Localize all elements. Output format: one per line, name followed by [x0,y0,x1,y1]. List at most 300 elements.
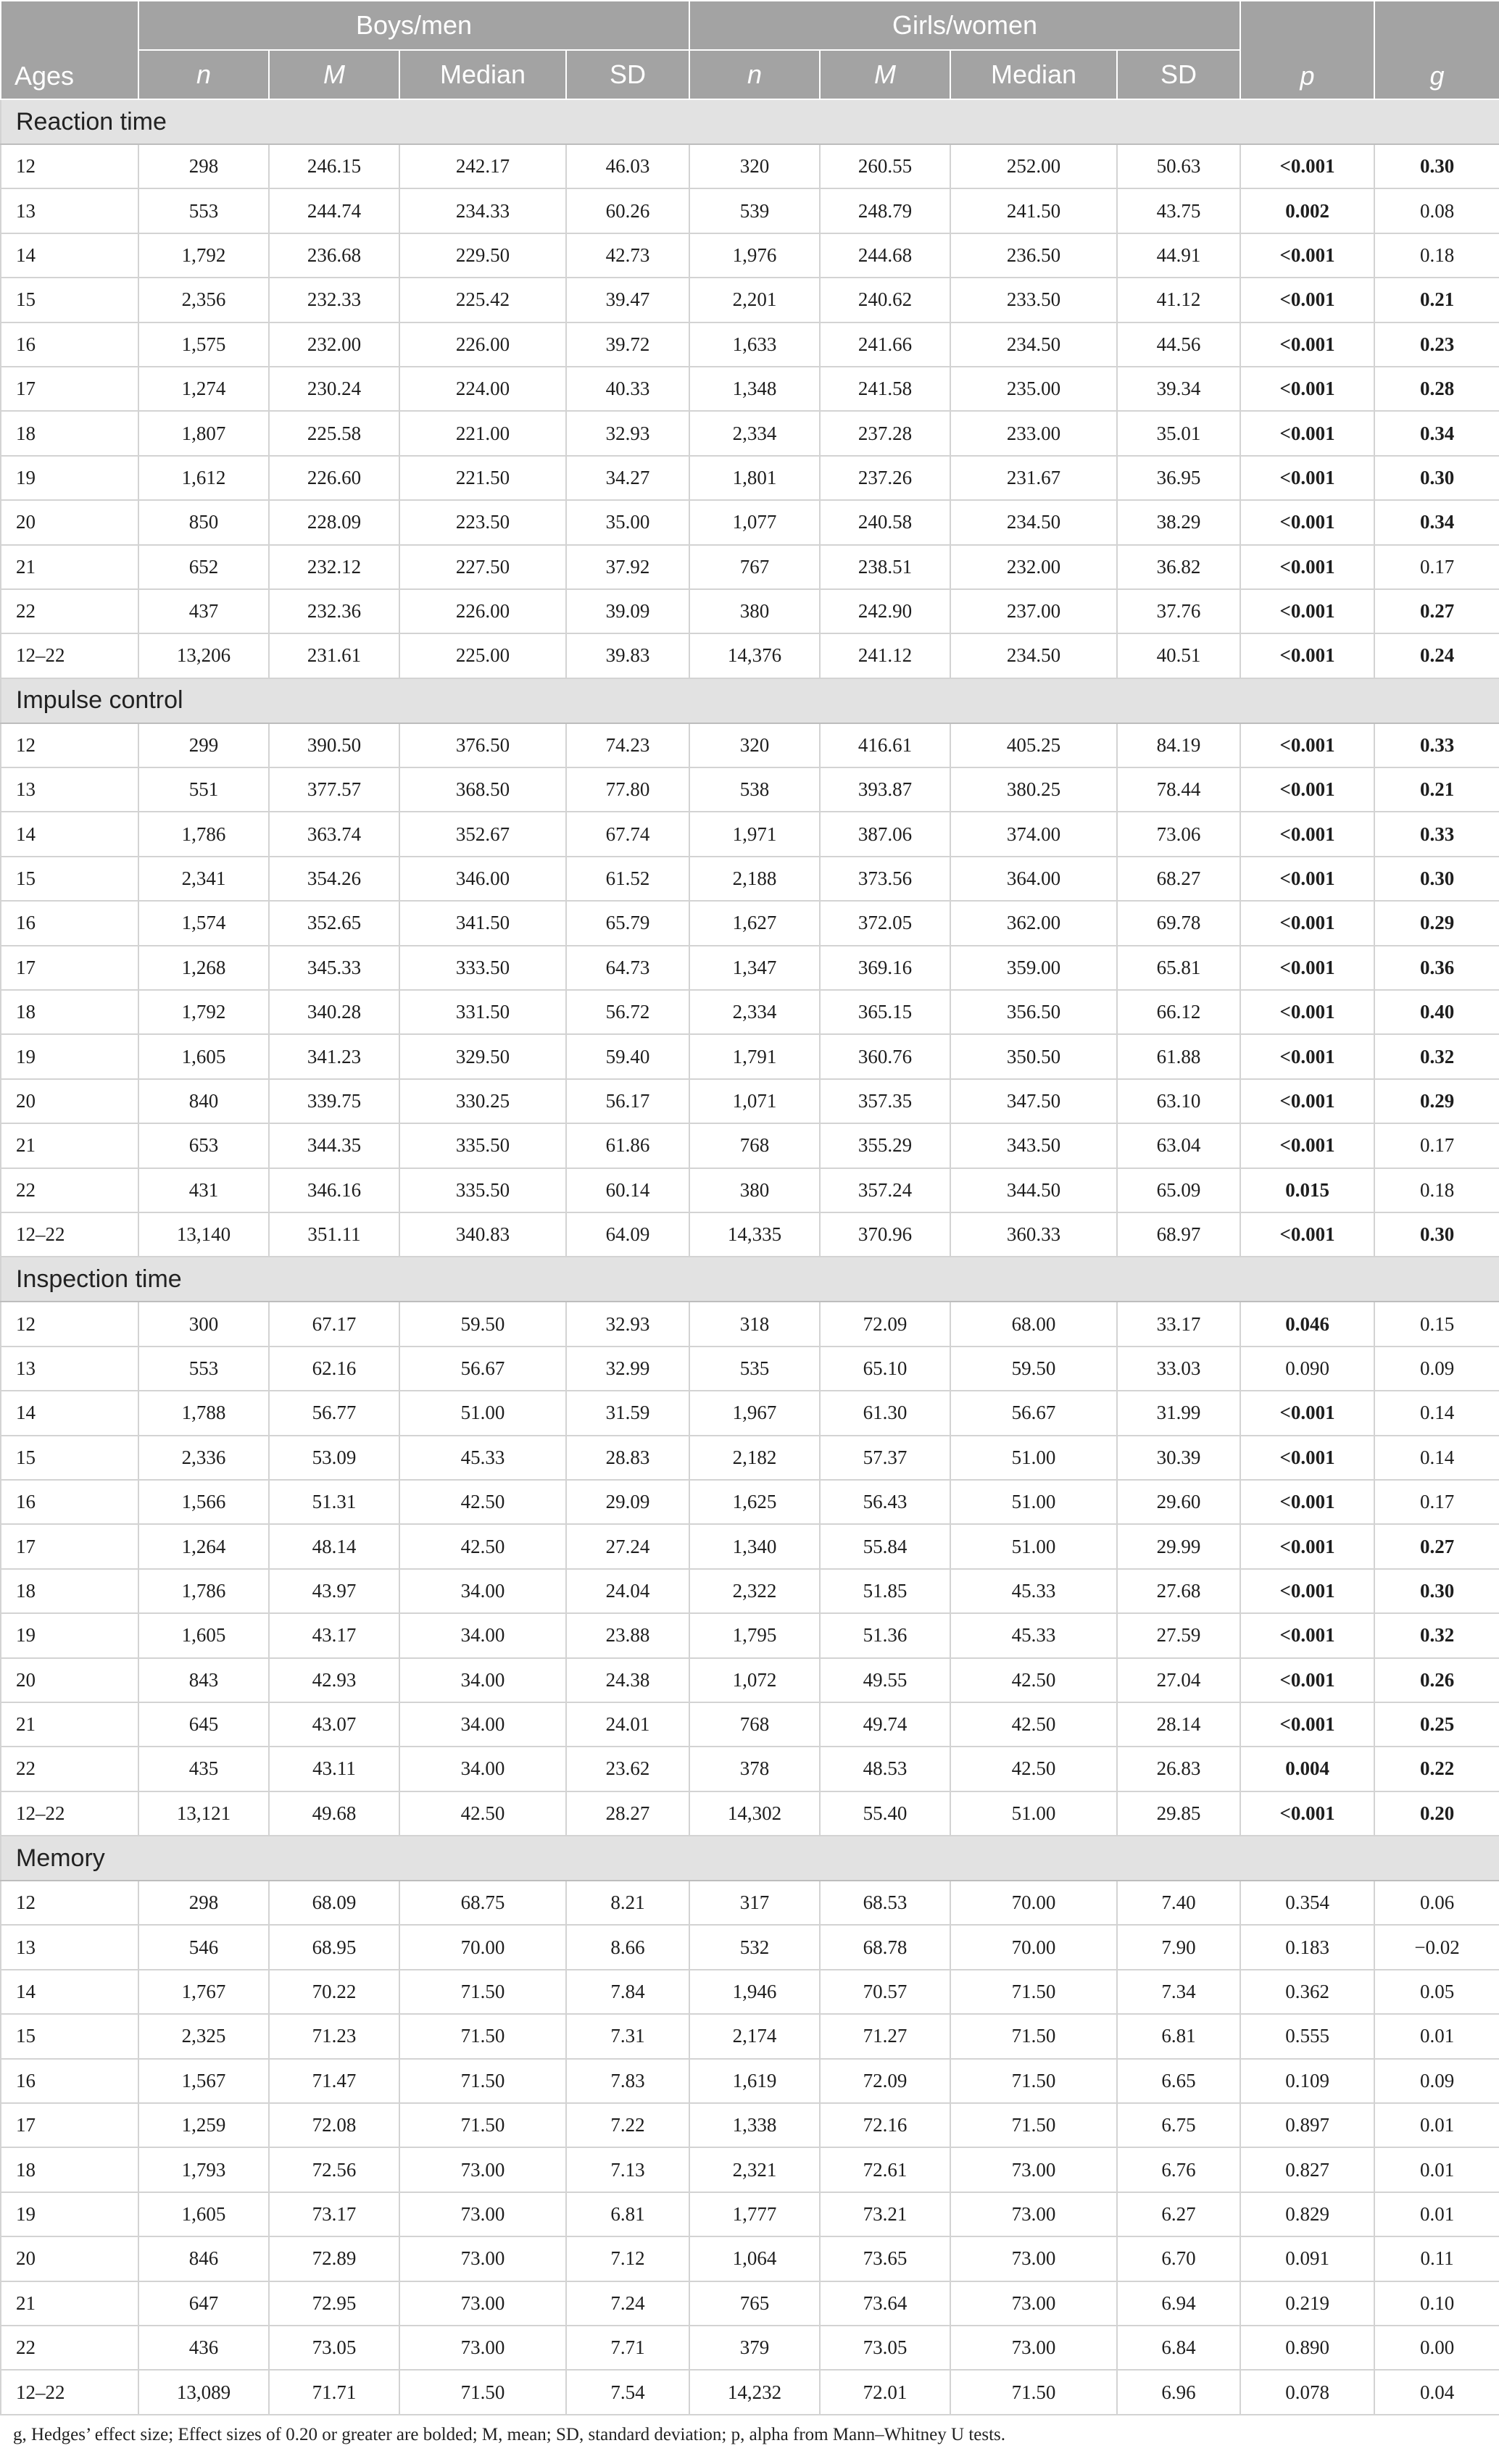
boys-mean-cell: 72.89 [269,2236,399,2281]
effect-size-cell: 0.04 [1374,2370,1499,2414]
p-value-cell: 0.078 [1240,2370,1374,2414]
girls-median-cell: 45.33 [950,1569,1117,1613]
boys-n-cell: 553 [138,1347,269,1391]
p-value-cell: <0.001 [1240,144,1374,188]
girls-sd-cell: 66.12 [1117,990,1240,1034]
age-cell: 17 [1,367,138,411]
girls-n-cell: 768 [689,1702,820,1747]
girls-n-cell: 320 [689,144,820,188]
girls-sd-cell: 28.14 [1117,1702,1240,1747]
girls-mean-cell: 242.90 [820,589,950,633]
boys-sd-cell: 60.26 [566,188,689,233]
age-cell: 14 [1,233,138,278]
table-row [1,1613,1499,1657]
age-cell: 18 [1,411,138,455]
girls-sd-cell: 68.27 [1117,857,1240,901]
girls-median-cell: 45.33 [950,1613,1117,1657]
age-cell: 19 [1,2192,138,2236]
age-cell: 19 [1,456,138,500]
effect-size-cell: 0.14 [1374,1436,1499,1480]
table-body [1,99,1499,2415]
age-cell: 22 [1,589,138,633]
girls-mean-cell: 240.62 [820,278,950,322]
girls-mean-cell: 357.24 [820,1168,950,1212]
boys-mean-cell: 72.95 [269,2281,399,2326]
girls-median-cell: 359.00 [950,946,1117,990]
effect-size-cell: 0.32 [1374,1034,1499,1078]
girls-mean-cell: 387.06 [820,812,950,856]
table-row [1,411,1499,455]
table-row [1,456,1499,500]
boys-sd-cell: 6.81 [566,2192,689,2236]
boys-sd-header: SD [566,50,689,99]
age-cell: 21 [1,1702,138,1747]
girls-median-cell: 344.50 [950,1168,1117,1212]
girls-n-cell: 767 [689,545,820,589]
effect-size-cell: 0.28 [1374,367,1499,411]
girls-n-cell: 1,967 [689,1391,820,1435]
girls-sd-cell: 41.12 [1117,278,1240,322]
boys-sd-cell: 32.99 [566,1347,689,1391]
age-cell: 21 [1,2281,138,2326]
section-title: Reaction time [1,99,1499,144]
girls-mean-cell: 237.28 [820,411,950,455]
boys-sd-cell: 37.92 [566,545,689,589]
boys-n-cell: 1,786 [138,812,269,856]
p-value-cell: 0.897 [1240,2103,1374,2147]
boys-sd-cell: 24.38 [566,1658,689,1702]
boys-sd-cell: 59.40 [566,1034,689,1078]
boys-median-cell: 226.00 [399,322,566,367]
p-value-cell: <0.001 [1240,1524,1374,1568]
girls-median-cell: 51.00 [950,1791,1117,1836]
girls-mean-cell: 68.53 [820,1881,950,1925]
effect-size-cell: 0.05 [1374,1970,1499,2014]
effect-size-cell: 0.26 [1374,1658,1499,1702]
girls-median-cell: 234.50 [950,322,1117,367]
table-row [1,1079,1499,1123]
boys-mean-cell: 48.14 [269,1524,399,1568]
age-cell: 18 [1,990,138,1034]
girls-n-cell: 1,633 [689,322,820,367]
boys-mean-cell: 43.97 [269,1569,399,1613]
girls-n-cell: 318 [689,1302,820,1346]
girls-sd-cell: 6.65 [1117,2059,1240,2103]
boys-median-cell: 225.42 [399,278,566,322]
effect-size-cell: 0.09 [1374,2059,1499,2103]
boys-sd-cell: 64.73 [566,946,689,990]
girls-sd-cell: 37.76 [1117,589,1240,633]
boys-mean-cell: 230.24 [269,367,399,411]
boys-n-cell: 653 [138,1123,269,1168]
girls-mean-cell: 49.55 [820,1658,950,1702]
effect-size-cell: 0.01 [1374,2147,1499,2192]
girls-median-cell: 231.67 [950,456,1117,500]
boys-mean-cell: 43.17 [269,1613,399,1657]
table-row [1,144,1499,188]
girls-median-cell: 235.00 [950,367,1117,411]
girls-mean-cell: 72.01 [820,2370,950,2414]
table-row [1,1970,1499,2014]
girls-sd-cell: 27.68 [1117,1569,1240,1613]
boys-n-cell: 1,767 [138,1970,269,2014]
age-cell: 16 [1,901,138,945]
girls-n-cell: 2,322 [689,1569,820,1613]
boys-sd-cell: 61.86 [566,1123,689,1168]
boys-mean-cell: 390.50 [269,723,399,767]
boys-sd-cell: 34.27 [566,456,689,500]
effect-size-cell: 0.06 [1374,1881,1499,1925]
girls-sd-cell: 27.59 [1117,1613,1240,1657]
p-value-cell: <0.001 [1240,1123,1374,1168]
girls-median-cell: 343.50 [950,1123,1117,1168]
boys-sd-cell: 29.09 [566,1480,689,1524]
boys-mean-cell: 232.00 [269,322,399,367]
girls-n-cell: 1,971 [689,812,820,856]
boys-sd-cell: 39.83 [566,633,689,678]
girls-n-cell: 2,334 [689,411,820,455]
effect-size-cell: 0.09 [1374,1347,1499,1391]
boys-median-cell: 224.00 [399,367,566,411]
girls-sd-cell: 69.78 [1117,901,1240,945]
girls-median-cell: 70.00 [950,1925,1117,1969]
effect-size-cell: 0.27 [1374,589,1499,633]
girls-n-cell: 2,334 [689,990,820,1034]
girls-n-cell: 1,340 [689,1524,820,1568]
table-row [1,1123,1499,1168]
effect-size-cell: 0.20 [1374,1791,1499,1836]
boys-mean-cell: 51.31 [269,1480,399,1524]
boys-mean-cell: 67.17 [269,1302,399,1346]
age-cell: 20 [1,2236,138,2281]
age-cell: 20 [1,500,138,544]
table-row [1,1347,1499,1391]
boys-median-cell: 331.50 [399,990,566,1034]
boys-n-cell: 840 [138,1079,269,1123]
table-row [1,1524,1499,1568]
age-cell: 13 [1,1347,138,1391]
boys-median-cell: 340.83 [399,1212,566,1257]
boys-mean-cell: 71.23 [269,2014,399,2058]
boys-mean-cell: 363.74 [269,812,399,856]
boys-men-group-header: Boys/men [138,1,689,50]
boys-n-cell: 2,341 [138,857,269,901]
girls-mean-cell: 360.76 [820,1034,950,1078]
age-cell: 19 [1,1613,138,1657]
boys-mean-cell: 43.07 [269,1702,399,1747]
boys-sd-cell: 56.17 [566,1079,689,1123]
girls-mean-cell: 61.30 [820,1391,950,1435]
girls-median-cell: 51.00 [950,1480,1117,1524]
boys-n-cell: 2,325 [138,2014,269,2058]
boys-median-cell: 221.00 [399,411,566,455]
boys-n-cell: 1,259 [138,2103,269,2147]
table-row [1,2326,1499,2370]
boys-sd-cell: 7.83 [566,2059,689,2103]
girls-sd-cell: 6.75 [1117,2103,1240,2147]
table-row [1,2103,1499,2147]
table-row [1,188,1499,233]
section-title: Inspection time [1,1257,1499,1302]
boys-sd-cell: 8.66 [566,1925,689,1969]
girls-n-cell: 14,335 [689,1212,820,1257]
girls-mean-cell: 240.58 [820,500,950,544]
effect-size-cell: 0.30 [1374,1569,1499,1613]
table-row [1,857,1499,901]
table-row [1,990,1499,1034]
p-value-cell: 0.109 [1240,2059,1374,2103]
boys-median-cell: 368.50 [399,767,566,812]
boys-n-cell: 298 [138,1881,269,1925]
girls-sd-cell: 35.01 [1117,411,1240,455]
girls-mean-cell: 369.16 [820,946,950,990]
table-row [1,278,1499,322]
girls-sd-cell: 78.44 [1117,767,1240,812]
boys-n-cell: 1,567 [138,2059,269,2103]
boys-mean-cell: 68.95 [269,1925,399,1969]
boys-mean-cell: 49.68 [269,1791,399,1836]
p-value-cell: <0.001 [1240,1436,1374,1480]
girls-median-cell: 73.00 [950,2147,1117,2192]
boys-mean-cell: 43.11 [269,1747,399,1791]
girls-median-cell: 51.00 [950,1524,1117,1568]
girls-median-cell: 73.00 [950,2192,1117,2236]
girls-median-cell: 234.50 [950,500,1117,544]
p-value-cell: 0.827 [1240,2147,1374,2192]
effect-size-cell: 0.25 [1374,1702,1499,1747]
boys-mean-cell: 228.09 [269,500,399,544]
girls-mean-cell: 355.29 [820,1123,950,1168]
boys-mean-cell: 226.60 [269,456,399,500]
boys-mean-cell: 232.36 [269,589,399,633]
boys-median-cell: 225.00 [399,633,566,678]
girls-mean-cell: 73.21 [820,2192,950,2236]
girls-n-cell: 1,625 [689,1480,820,1524]
boys-sd-cell: 7.12 [566,2236,689,2281]
age-cell: 22 [1,1747,138,1791]
age-cell: 12–22 [1,1212,138,1257]
boys-n-cell: 13,206 [138,633,269,678]
girls-mean-cell: 248.79 [820,188,950,233]
boys-sd-cell: 42.73 [566,233,689,278]
age-cell: 12 [1,723,138,767]
girls-n-cell: 1,946 [689,1970,820,2014]
boys-median-cell: 34.00 [399,1613,566,1657]
girls-mean-cell: 72.61 [820,2147,950,2192]
girls-n-cell: 1,976 [689,233,820,278]
girls-median-cell: 51.00 [950,1436,1117,1480]
boys-n-cell: 299 [138,723,269,767]
table-row [1,2059,1499,2103]
age-cell: 12–22 [1,2370,138,2414]
girls-mean-cell: 241.12 [820,633,950,678]
age-cell: 12–22 [1,633,138,678]
boys-mean-cell: 352.65 [269,901,399,945]
boys-median-header: Median [399,50,566,99]
girls-sd-cell: 6.76 [1117,2147,1240,2192]
p-value-cell: <0.001 [1240,278,1374,322]
section-header-row [1,99,1499,144]
table-row [1,2147,1499,2192]
boys-sd-cell: 65.79 [566,901,689,945]
girls-mean-cell: 70.57 [820,1970,950,2014]
table-row [1,723,1499,767]
girls-median-cell: 42.50 [950,1747,1117,1791]
section-header-row [1,678,1499,723]
boys-median-cell: 242.17 [399,144,566,188]
girls-mean-cell: 71.27 [820,2014,950,2058]
table-row [1,633,1499,678]
boys-mean-header: M [269,50,399,99]
boys-median-cell: 56.67 [399,1347,566,1391]
boys-sd-cell: 40.33 [566,367,689,411]
effect-size-cell: 0.08 [1374,188,1499,233]
boys-median-cell: 229.50 [399,233,566,278]
girls-median-cell: 241.50 [950,188,1117,233]
p-value-cell: <0.001 [1240,946,1374,990]
boys-median-cell: 352.67 [399,812,566,856]
p-value-cell: <0.001 [1240,589,1374,633]
age-cell: 14 [1,1391,138,1435]
effect-size-cell: 0.30 [1374,144,1499,188]
boys-mean-cell: 246.15 [269,144,399,188]
p-value-cell: 0.090 [1240,1347,1374,1391]
boys-mean-cell: 346.16 [269,1168,399,1212]
girls-mean-cell: 373.56 [820,857,950,901]
effect-size-cell: 0.11 [1374,2236,1499,2281]
girls-median-cell: 237.00 [950,589,1117,633]
boys-n-cell: 1,612 [138,456,269,500]
age-cell: 22 [1,2326,138,2370]
girls-sd-cell: 36.95 [1117,456,1240,500]
boys-sd-cell: 7.13 [566,2147,689,2192]
age-cell: 15 [1,1436,138,1480]
boys-median-cell: 70.00 [399,1925,566,1969]
girls-n-cell: 535 [689,1347,820,1391]
boys-sd-cell: 8.21 [566,1881,689,1925]
girls-median-cell: 73.00 [950,2326,1117,2370]
age-cell: 16 [1,2059,138,2103]
section-title: Impulse control [1,678,1499,723]
table-row [1,1747,1499,1791]
girls-sd-cell: 68.97 [1117,1212,1240,1257]
girls-n-cell: 765 [689,2281,820,2326]
p-value-cell: <0.001 [1240,233,1374,278]
girls-n-cell: 317 [689,1881,820,1925]
boys-n-cell: 850 [138,500,269,544]
boys-mean-cell: 72.56 [269,2147,399,2192]
table-row [1,322,1499,367]
table-row [1,2281,1499,2326]
boys-n-cell: 2,336 [138,1436,269,1480]
boys-sd-cell: 7.31 [566,2014,689,2058]
girls-mean-cell: 72.09 [820,2059,950,2103]
girls-sd-cell: 7.40 [1117,1881,1240,1925]
girls-n-cell: 1,077 [689,500,820,544]
girls-mean-header: M [820,50,950,99]
girls-n-cell: 1,347 [689,946,820,990]
girls-mean-cell: 241.58 [820,367,950,411]
age-cell: 15 [1,857,138,901]
table-row [1,812,1499,856]
boys-sd-cell: 28.83 [566,1436,689,1480]
girls-mean-cell: 73.65 [820,2236,950,2281]
boys-median-cell: 73.00 [399,2147,566,2192]
boys-mean-cell: 232.33 [269,278,399,322]
table-row [1,2370,1499,2414]
boys-median-cell: 333.50 [399,946,566,990]
age-cell: 21 [1,1123,138,1168]
girls-median-cell: 56.67 [950,1391,1117,1435]
section-header-row [1,1836,1499,1881]
boys-sd-cell: 7.24 [566,2281,689,2326]
table-row [1,367,1499,411]
table-row [1,767,1499,812]
boys-n-cell: 1,788 [138,1391,269,1435]
girls-median-cell: 73.00 [950,2281,1117,2326]
boys-n-cell: 1,575 [138,322,269,367]
p-value-cell: <0.001 [1240,1569,1374,1613]
boys-n-cell: 551 [138,767,269,812]
table-row [1,2236,1499,2281]
boys-median-cell: 42.50 [399,1480,566,1524]
boys-median-cell: 42.50 [399,1524,566,1568]
girls-sd-cell: 40.51 [1117,633,1240,678]
age-cell: 13 [1,767,138,812]
boys-mean-cell: 53.09 [269,1436,399,1480]
table-row [1,901,1499,945]
age-cell: 12–22 [1,1791,138,1836]
age-cell: 13 [1,1925,138,1969]
boys-median-cell: 73.00 [399,2281,566,2326]
table-row [1,2192,1499,2236]
boys-n-cell: 435 [138,1747,269,1791]
boys-median-cell: 335.50 [399,1168,566,1212]
p-value-cell: <0.001 [1240,1613,1374,1657]
p-value-cell: <0.001 [1240,723,1374,767]
girls-n-cell: 1,791 [689,1034,820,1078]
girls-n-cell: 539 [689,188,820,233]
girls-mean-cell: 241.66 [820,322,950,367]
age-cell: 13 [1,188,138,233]
boys-sd-cell: 74.23 [566,723,689,767]
table-row [1,1658,1499,1702]
girls-median-cell: 374.00 [950,812,1117,856]
p-value-cell: <0.001 [1240,367,1374,411]
girls-median-cell: 405.25 [950,723,1117,767]
girls-mean-cell: 55.84 [820,1524,950,1568]
p-value-cell: <0.001 [1240,1480,1374,1524]
girls-sd-cell: 6.81 [1117,2014,1240,2058]
boys-mean-cell: 232.12 [269,545,399,589]
age-cell: 18 [1,1569,138,1613]
girls-sd-cell: 61.88 [1117,1034,1240,1078]
girls-sd-cell: 6.96 [1117,2370,1240,2414]
p-value-cell: <0.001 [1240,500,1374,544]
boys-sd-cell: 27.24 [566,1524,689,1568]
girls-n-cell: 2,201 [689,278,820,322]
table-row [1,1436,1499,1480]
effect-size-cell: 0.36 [1374,946,1499,990]
boys-n-cell: 846 [138,2236,269,2281]
p-value-cell: <0.001 [1240,1658,1374,1702]
girls-median-cell: 70.00 [950,1881,1117,1925]
effect-size-cell: −0.02 [1374,1925,1499,1969]
boys-median-cell: 329.50 [399,1034,566,1078]
boys-n-cell: 1,274 [138,367,269,411]
boys-median-cell: 59.50 [399,1302,566,1346]
girls-median-cell: 350.50 [950,1034,1117,1078]
